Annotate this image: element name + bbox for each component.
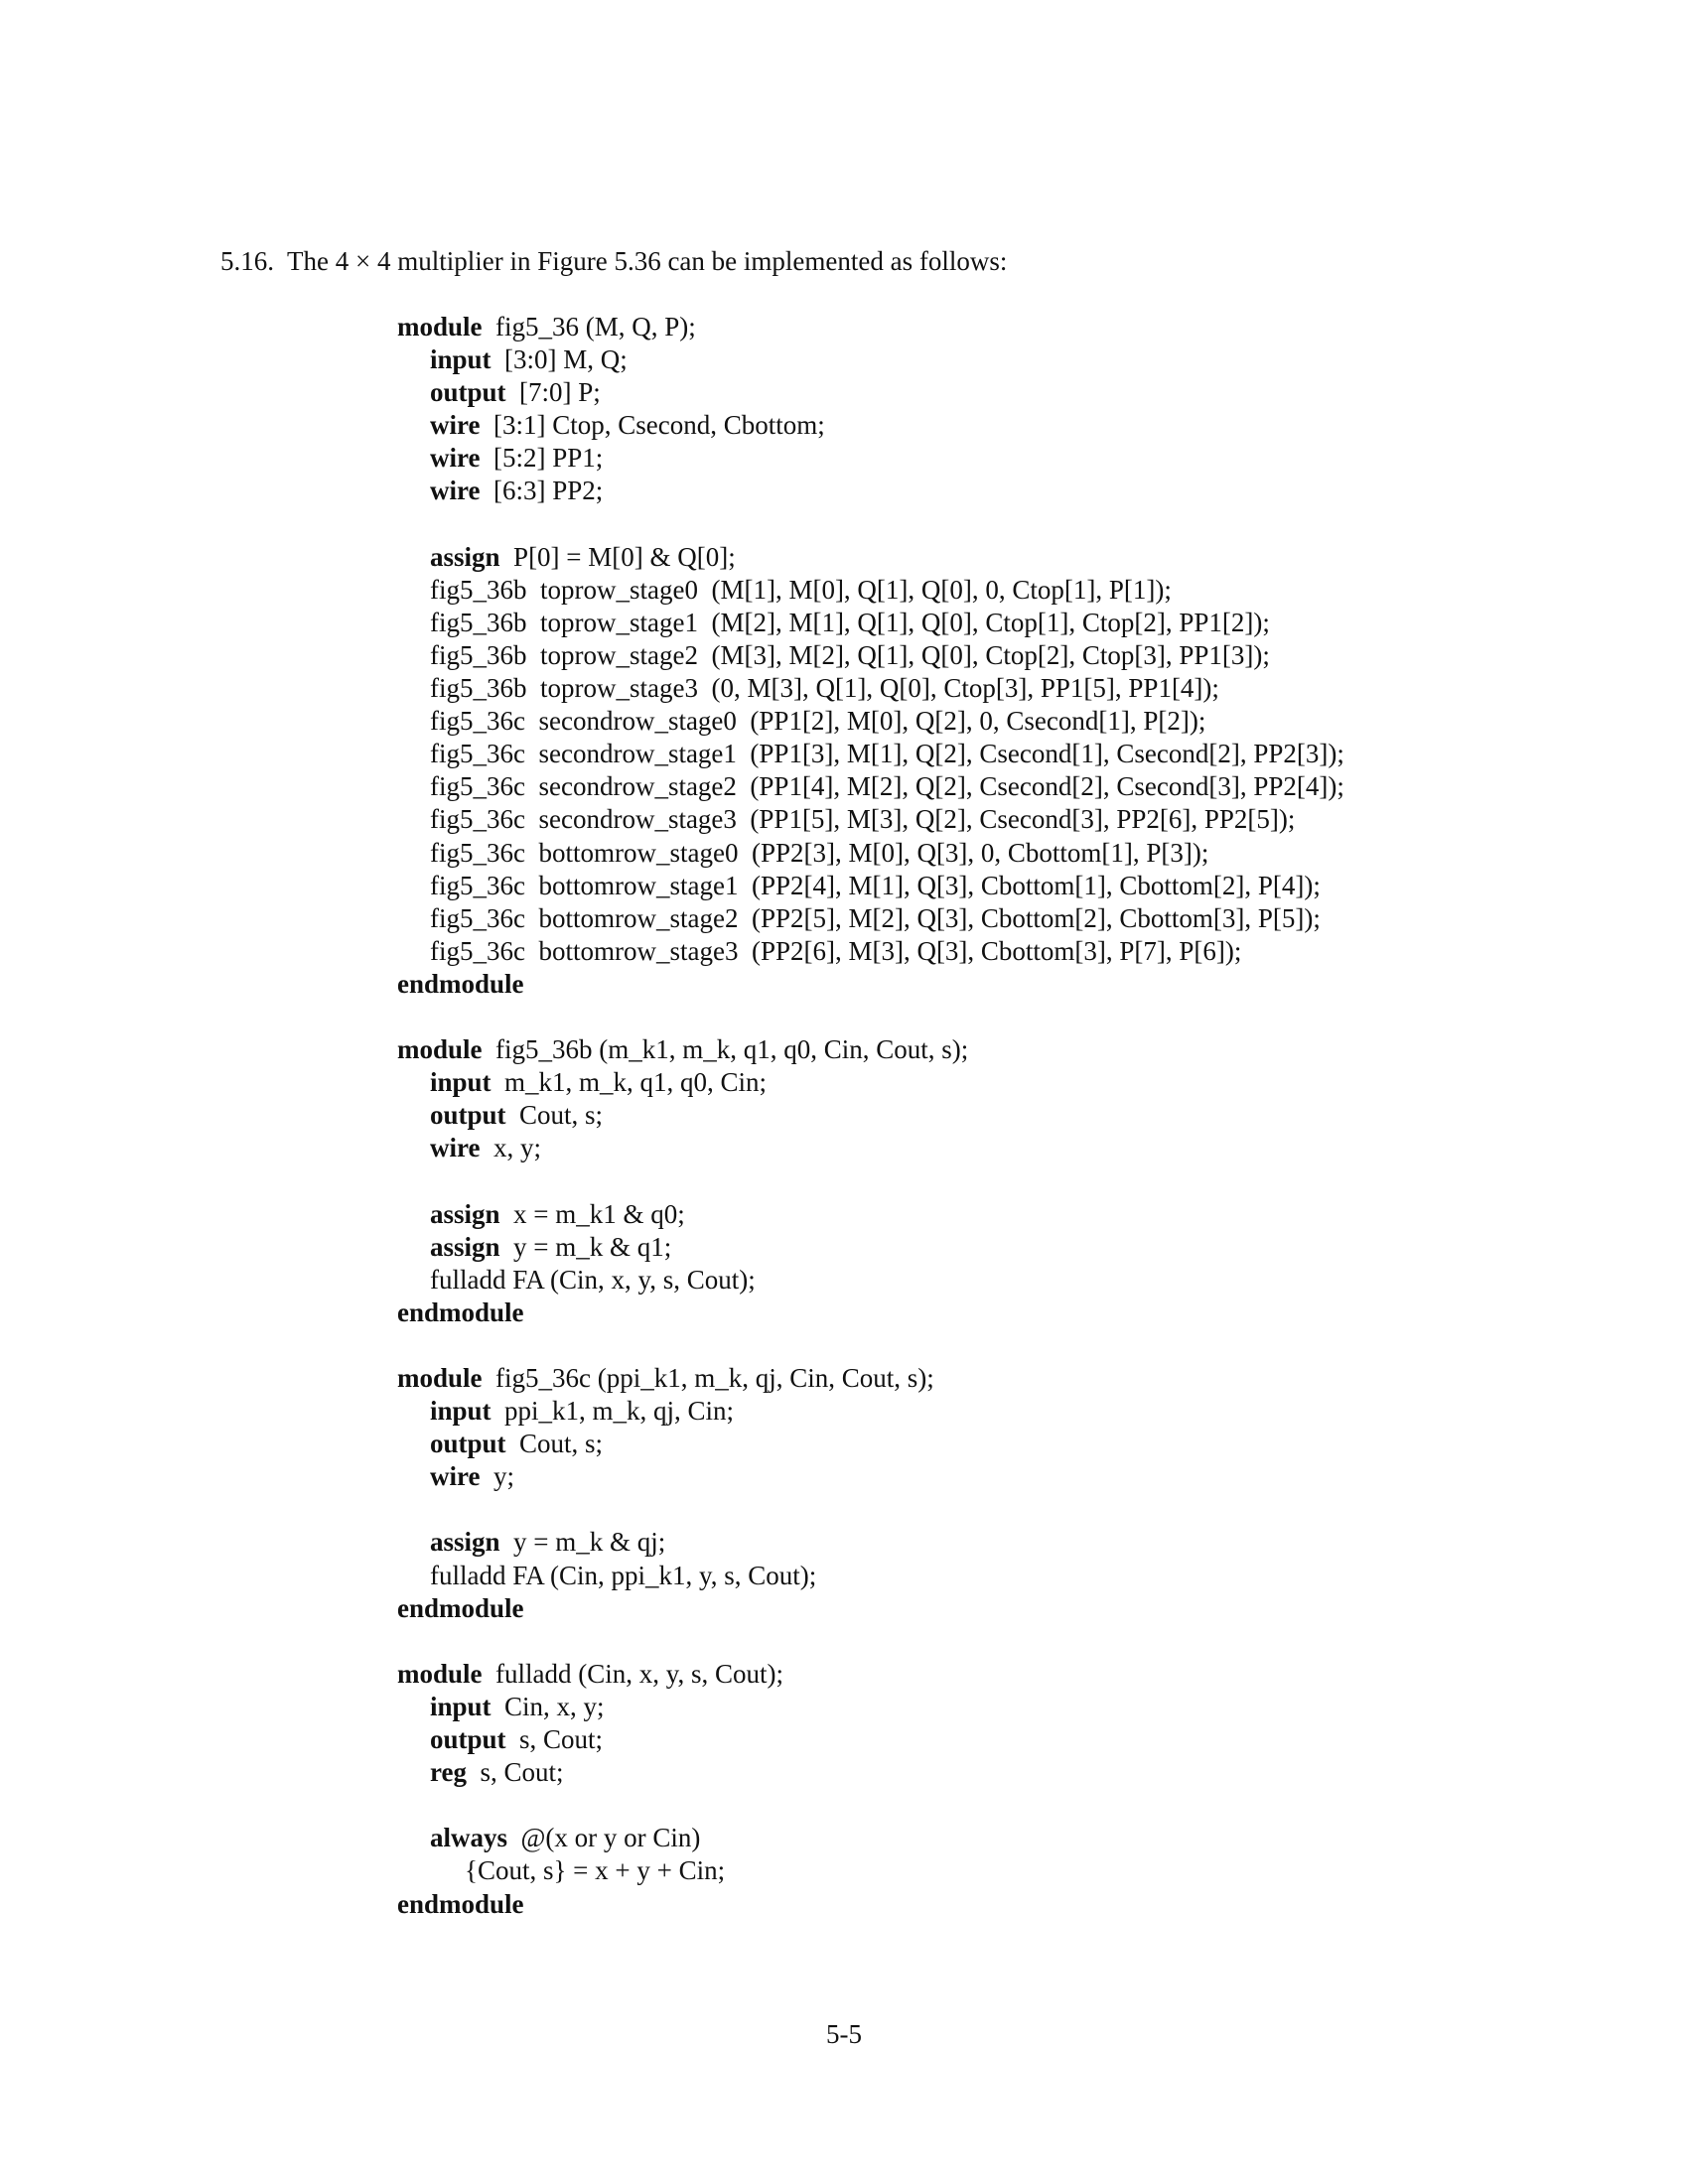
code-line xyxy=(397,770,1344,803)
code-keyword: assign xyxy=(430,541,500,572)
code-text: s, Cout; xyxy=(480,1757,564,1788)
code-text: fulladd FA (Cin, x, y, s, Cout); xyxy=(430,1264,756,1295)
code-line xyxy=(397,1756,1344,1789)
page-number: 5-5 xyxy=(826,2019,862,2049)
code-keyword: output xyxy=(430,1429,506,1459)
code-keyword: input xyxy=(430,1067,492,1098)
code-line xyxy=(397,1888,1344,1921)
code-line xyxy=(397,311,1344,343)
code-line xyxy=(397,376,1344,409)
code-keyword: assign xyxy=(430,1198,500,1229)
code-keyword: input xyxy=(430,1691,492,1721)
code-text: {Cout, s} = x + y + Cin; xyxy=(465,1855,726,1886)
code-line xyxy=(397,705,1344,738)
code-line xyxy=(397,1264,1344,1297)
verilog-code-block xyxy=(397,311,1344,1921)
code-keyword: module xyxy=(397,1363,483,1393)
code-text: fig5_36c (ppi_k1, m_k, qj, Cin, Cout, s); xyxy=(495,1363,934,1393)
code-text: P[0] = M[0] & Q[0]; xyxy=(513,541,736,572)
code-line xyxy=(397,1099,1344,1132)
code-text: y = m_k & qj; xyxy=(513,1527,666,1558)
code-keyword: endmodule xyxy=(397,1297,524,1327)
code-line xyxy=(397,1460,1344,1493)
code-line xyxy=(397,1822,1344,1854)
code-text: Cout, s; xyxy=(519,1429,604,1459)
code-keyword: input xyxy=(430,1396,492,1427)
code-line xyxy=(397,442,1344,475)
code-line xyxy=(397,738,1344,770)
problem-number: 5.16. xyxy=(220,246,274,276)
code-keyword: wire xyxy=(430,443,481,474)
code-text: [6:3] PP2; xyxy=(492,476,604,506)
code-keyword: endmodule xyxy=(397,968,524,999)
code-line xyxy=(397,1560,1344,1592)
problem-text: The 4 × 4 multiplier in Figure 5.36 can be implemented as follows: xyxy=(287,246,1008,276)
code-text: fig5_36b toprow_stage1 (M[2], M[1], Q[1], Q[0], Ctop[1], Ctop[2], PP1[2]); xyxy=(430,607,1270,637)
code-line xyxy=(397,902,1344,935)
code-line xyxy=(397,870,1344,902)
code-line xyxy=(397,508,1344,541)
code-line xyxy=(397,1658,1344,1691)
code-text: m_k1, m_k, q1, q0, Cin; xyxy=(504,1067,768,1098)
code-line xyxy=(397,935,1344,968)
code-line xyxy=(397,1198,1344,1231)
code-text: fig5_36b toprow_stage0 (M[1], M[0], Q[1], Q[0], 0, Ctop[1], P[1]); xyxy=(430,574,1172,605)
code-text: fulladd (Cin, x, y, s, Cout); xyxy=(495,1658,784,1689)
code-line xyxy=(397,803,1344,836)
code-line xyxy=(397,343,1344,376)
code-keyword: output xyxy=(430,1100,506,1131)
code-text: x = m_k1 & q0; xyxy=(513,1198,685,1229)
code-line xyxy=(397,541,1344,574)
code-keyword: assign xyxy=(430,1527,500,1558)
code-keyword: endmodule xyxy=(397,1888,524,1919)
code-line xyxy=(397,1066,1344,1099)
code-line xyxy=(397,1723,1344,1756)
code-text: [3:0] M, Q; xyxy=(504,344,628,375)
code-line xyxy=(397,1493,1344,1526)
code-text: fig5_36c bottomrow_stage1 (PP2[4], M[1], Q[3], Cbottom[1], Cbottom[2], P[4]); xyxy=(430,870,1321,900)
code-line xyxy=(397,1297,1344,1329)
code-line xyxy=(397,1164,1344,1197)
code-keyword: wire xyxy=(430,410,481,441)
code-line xyxy=(397,837,1344,870)
code-line xyxy=(397,409,1344,442)
code-text: Cout, s; xyxy=(519,1100,604,1131)
code-text: fig5_36c secondrow_stage0 (PP1[2], M[0], Q[2], 0, Csecond[1], P[2]); xyxy=(430,706,1206,737)
code-keyword: input xyxy=(430,344,492,375)
code-keyword: module xyxy=(397,312,483,341)
code-line xyxy=(397,1625,1344,1658)
code-text: @(x or y or Cin) xyxy=(520,1823,701,1853)
code-keyword: wire xyxy=(430,476,481,506)
code-text: ppi_k1, m_k, qj, Cin; xyxy=(504,1396,735,1427)
code-text: fig5_36c bottomrow_stage2 (PP2[5], M[2], Q[3], Cbottom[2], Cbottom[3], P[5]); xyxy=(430,902,1321,933)
code-text: fulladd FA (Cin, ppi_k1, y, s, Cout); xyxy=(430,1560,817,1590)
code-line xyxy=(397,1231,1344,1264)
code-line xyxy=(397,1691,1344,1723)
code-keyword: always xyxy=(430,1823,508,1853)
code-keyword: endmodule xyxy=(397,1592,524,1623)
code-text: fig5_36b toprow_stage2 (M[3], M[2], Q[1], Q[0], Ctop[2], Ctop[3], PP1[3]); xyxy=(430,639,1270,670)
code-line xyxy=(397,1395,1344,1428)
code-line xyxy=(397,1132,1344,1164)
code-text: fig5_36c secondrow_stage2 (PP1[4], M[2], Q[2], Csecond[2], Csecond[3], PP2[4]); xyxy=(430,771,1344,802)
code-line xyxy=(397,1033,1344,1066)
code-text: fig5_36c secondrow_stage3 (PP1[5], M[3], Q[2], Csecond[3], PP2[6], PP2[5]); xyxy=(430,804,1296,835)
code-keyword: reg xyxy=(430,1757,467,1788)
code-line xyxy=(397,1789,1344,1822)
code-keyword: wire xyxy=(430,1461,481,1492)
code-text: Cin, x, y; xyxy=(504,1691,605,1721)
code-line xyxy=(397,607,1344,639)
code-keyword: module xyxy=(397,1034,483,1065)
code-line xyxy=(397,1362,1344,1395)
code-text: fig5_36b toprow_stage3 (0, M[3], Q[1], Q[0], Ctop[3], PP1[5], PP1[4]); xyxy=(430,673,1219,704)
code-text: [3:1] Ctop, Csecond, Cbottom; xyxy=(492,410,825,441)
code-line xyxy=(397,1428,1344,1460)
code-line xyxy=(397,672,1344,705)
code-line xyxy=(397,1854,1344,1887)
code-line xyxy=(397,574,1344,607)
code-keyword: assign xyxy=(430,1231,500,1262)
code-line xyxy=(397,1592,1344,1625)
code-line xyxy=(397,475,1344,507)
code-text: y = m_k & q1; xyxy=(513,1231,672,1262)
code-line xyxy=(397,1329,1344,1362)
code-keyword: module xyxy=(397,1658,483,1689)
code-text: fig5_36c bottomrow_stage3 (PP2[6], M[3], Q[3], Cbottom[3], P[7], P[6]); xyxy=(430,935,1242,966)
code-line xyxy=(397,639,1344,672)
code-text: fig5_36 (M, Q, P); xyxy=(495,312,696,341)
code-keyword: wire xyxy=(430,1133,481,1163)
code-keyword: output xyxy=(430,1724,506,1755)
code-line xyxy=(397,968,1344,1001)
code-text: fig5_36c secondrow_stage1 (PP1[3], M[1], Q[2], Csecond[1], Csecond[2], PP2[3]); xyxy=(430,739,1344,769)
code-text: y; xyxy=(492,1461,514,1492)
problem-statement xyxy=(220,244,1007,278)
code-line xyxy=(397,1526,1344,1559)
code-keyword: output xyxy=(430,377,506,408)
code-text: s, Cout; xyxy=(519,1724,604,1755)
code-text: fig5_36c bottomrow_stage0 (PP2[3], M[0], Q[3], 0, Cbottom[1], P[3]); xyxy=(430,837,1209,868)
code-text: x, y; xyxy=(492,1133,541,1163)
code-text: fig5_36b (m_k1, m_k, q1, q0, Cin, Cout, s); xyxy=(495,1034,969,1065)
code-line xyxy=(397,1001,1344,1033)
code-text: [5:2] PP1; xyxy=(492,443,604,474)
code-text: [7:0] P; xyxy=(519,377,601,408)
